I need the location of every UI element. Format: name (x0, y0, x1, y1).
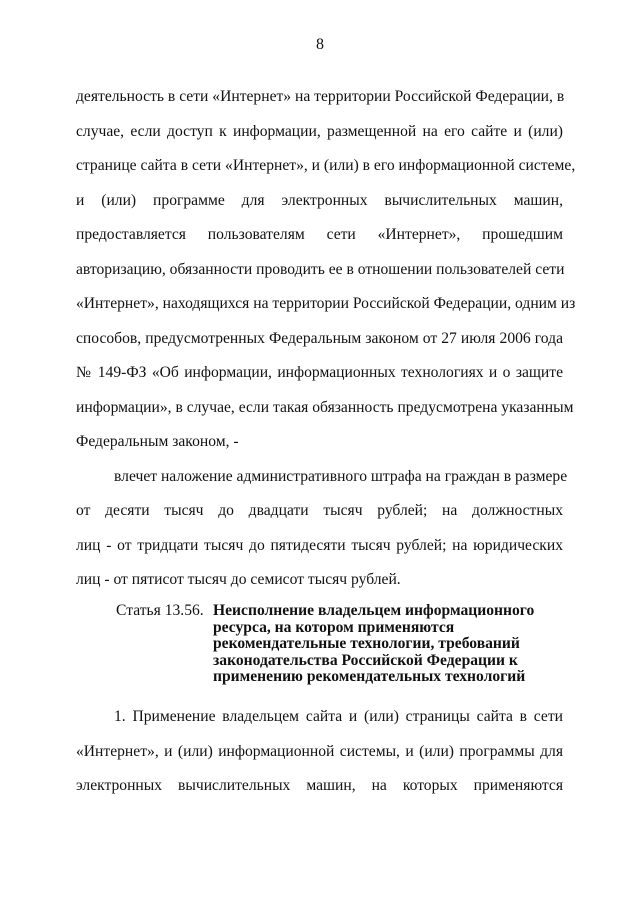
text-line: деятельность в сети «Интернет» на территории Российской Федерации, в (76, 88, 565, 105)
text-line: и (или) программе для электронных вычислительных машин, (76, 191, 563, 209)
article-title-line: применению рекомендательных технологий (213, 668, 526, 686)
text-line: № 149-ФЗ «Об информации, информационных технологиях и о защите (76, 364, 563, 381)
text-line: информации», в случае, если такая обязанность предусмотрена указанным (76, 398, 574, 416)
text-line: лиц - от пятисот тысяч до семисот тысяч рублей. (76, 571, 401, 588)
article-number: Статья 13.56. (116, 602, 204, 619)
article-title-line: ресурса, на котором применяются (213, 618, 455, 636)
article-title-line: рекомендательные технологии, требований (213, 635, 520, 653)
page-number: 8 (316, 36, 324, 53)
text-line: авторизацию, обязанности проводить ее в отношении пользователей сети (76, 260, 565, 278)
text-line: 1. Применение владельцем сайта и (или) страницы сайта в сети (114, 708, 563, 725)
article-heading (116, 603, 563, 686)
text-line: предоставляется пользователям сети «Интернет», прошедшим (76, 226, 563, 243)
article-title-line: Неисполнение владельцем информационного (213, 602, 535, 619)
paragraph-3 (76, 700, 563, 804)
text-line: электронных вычислительных машин, на которых применяются (76, 777, 563, 794)
paragraph-1 (76, 80, 576, 598)
text-line: странице сайта в сети «Интернет», и (или) в его информационной системе, (76, 157, 576, 174)
text-line: Федеральным законом, - (76, 433, 239, 450)
text-line: случае, если доступ к информации, размещенной на его сайте и (или) (76, 122, 563, 140)
text-line: влечет наложение административного штрафа на граждан в размере (114, 467, 568, 485)
text-line: способов, предусмотренных Федеральным законом от 27 июля 2006 года (76, 329, 563, 347)
article-title (213, 603, 563, 686)
article-title-line: законодательства Российской Федерации к (213, 651, 518, 669)
text-line: «Интернет», находящихся на территории Российской Федерации, одним из (76, 295, 576, 312)
paragraph-2 (76, 460, 568, 598)
text-line: «Интернет», и (или) информационной системы, и (или) программы для (76, 742, 563, 760)
text-line: лиц - от тридцати тысяч до пятидесяти тысяч рублей; на юридических (76, 536, 563, 554)
text-line: от десяти тысяч до двадцати тысяч рублей; на должностных (76, 502, 563, 519)
